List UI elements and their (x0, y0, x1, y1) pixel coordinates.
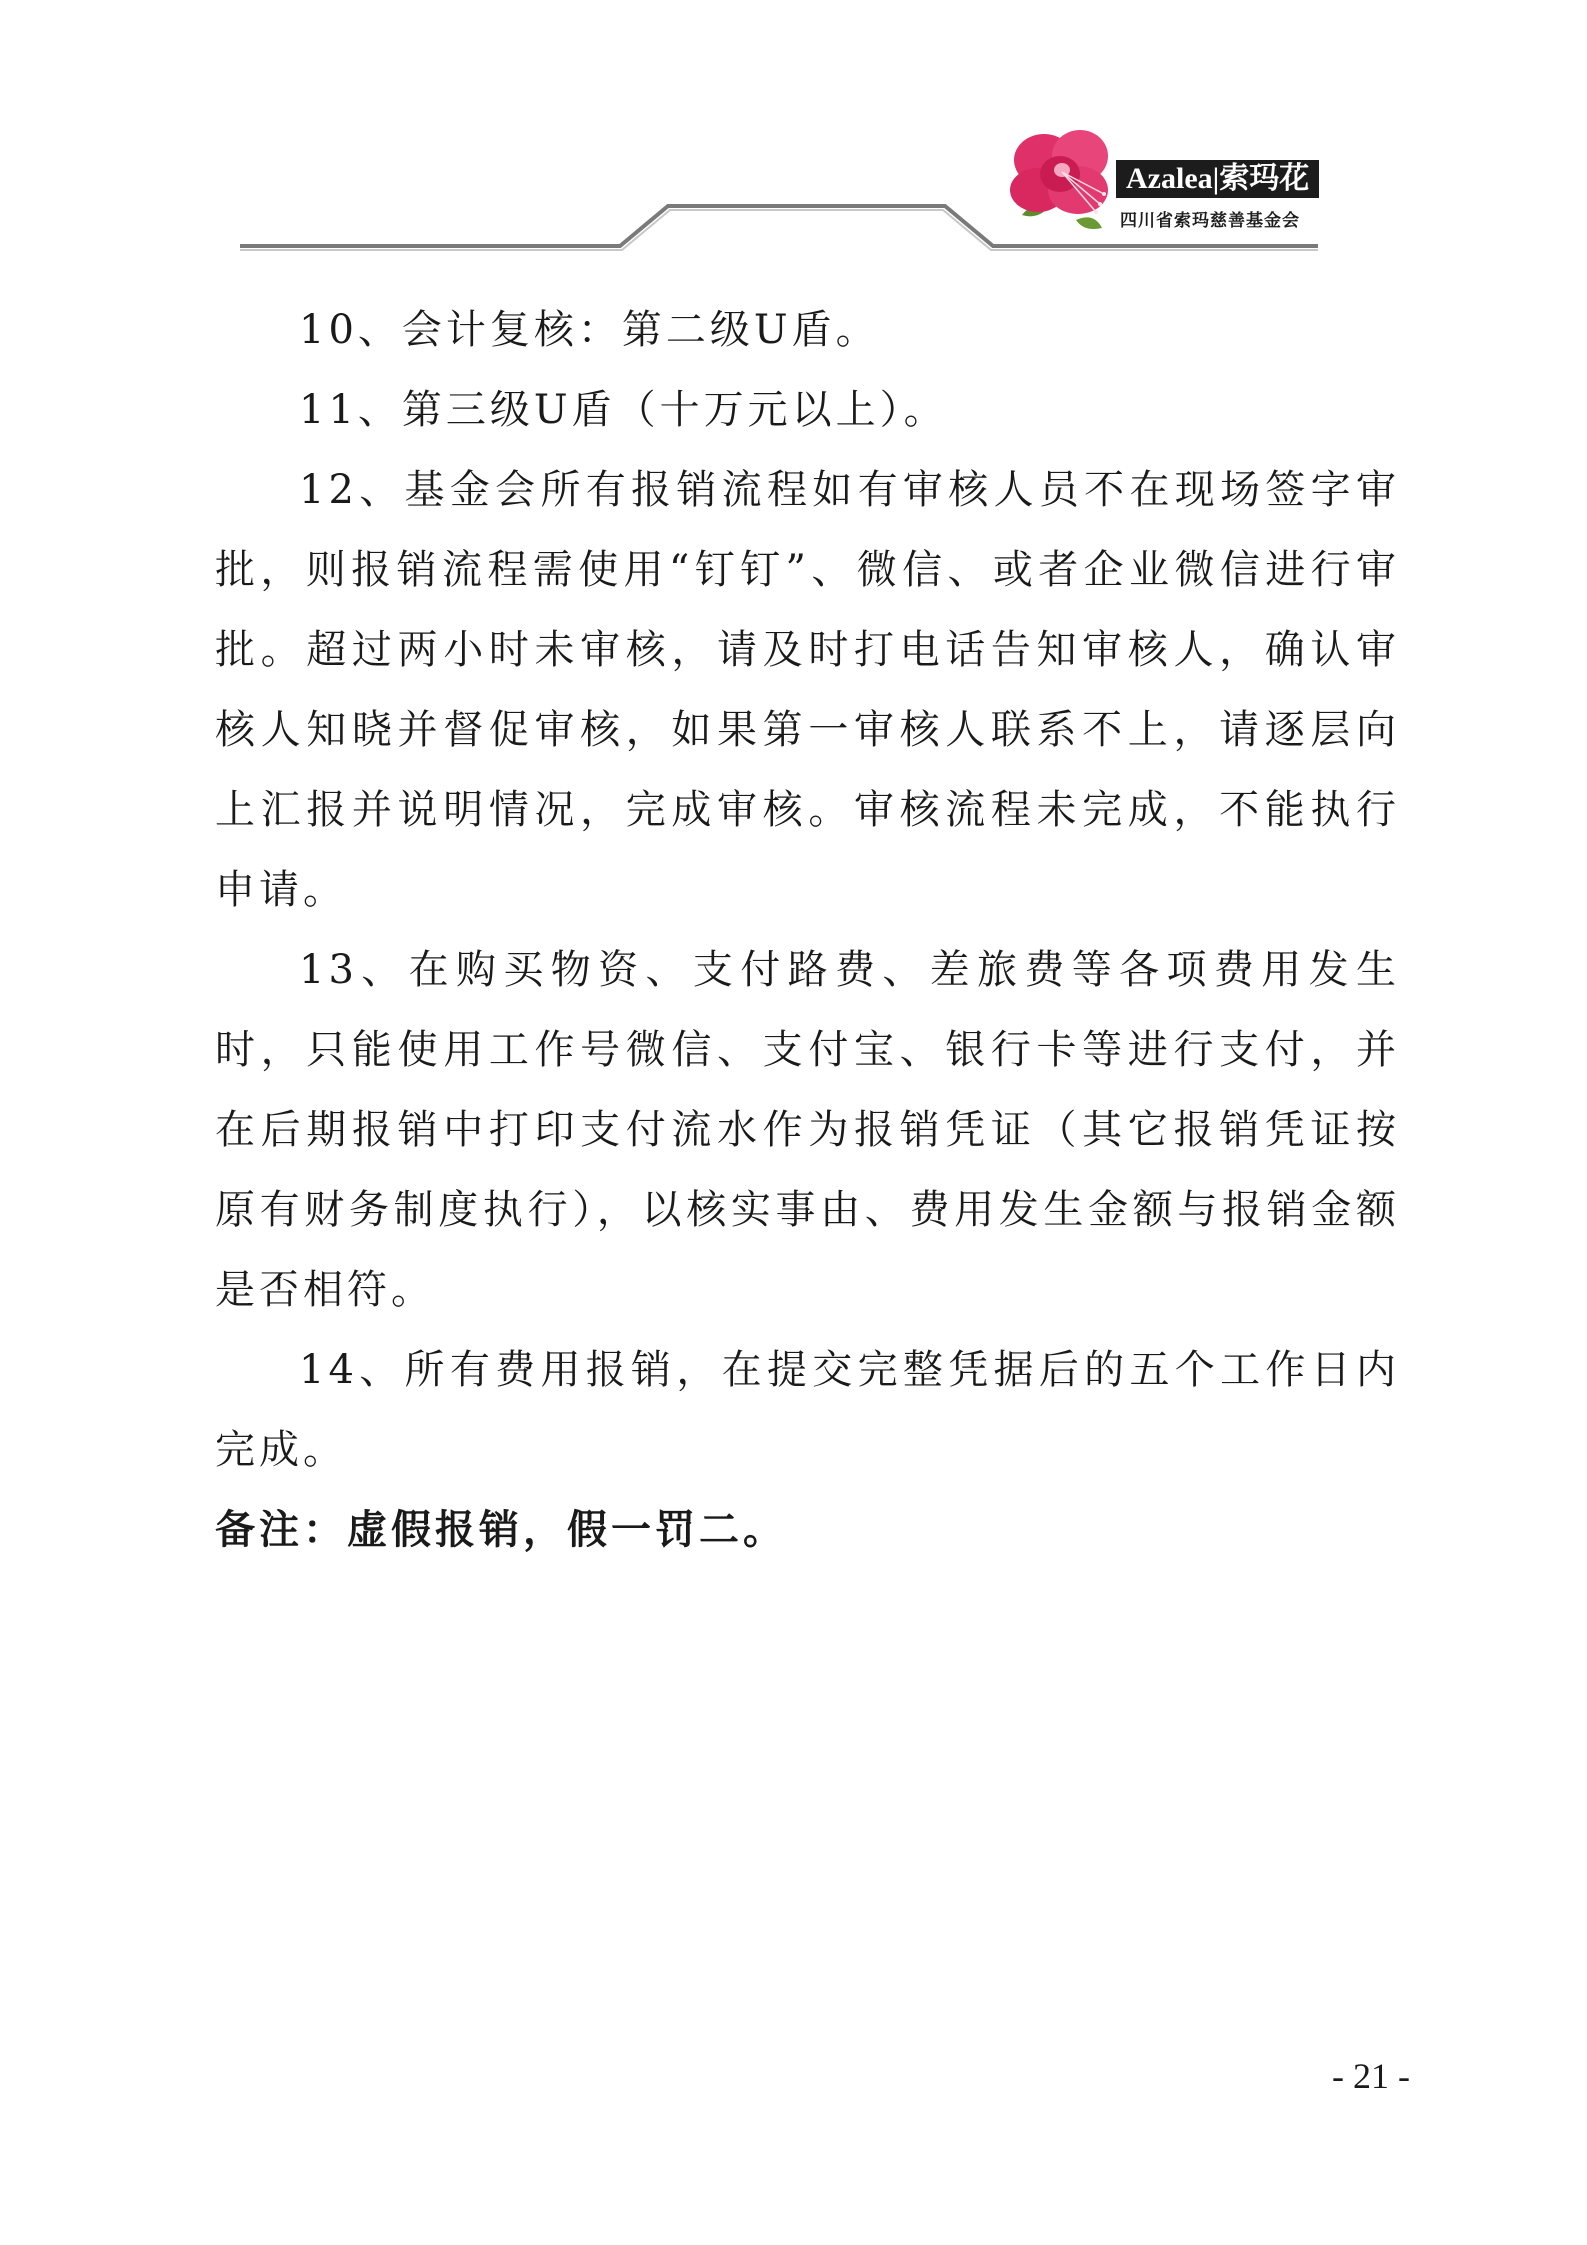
page-number: - 21 - (1332, 2056, 1410, 2096)
paragraph-13: 13、在购买物资、支付路费、差旅费等各项费用发生时，只能使用工作号微信、支付宝、银行卡等进行支付，并在后期报销中打印支付流水作为报销凭证（其它报销凭证按原有财务制度执行），以核实事由、费用发生金额与报销金额是否相符。 (215, 947, 1400, 1313)
paragraph-11: 11、第三级U盾（十万元以上）。 (299, 387, 948, 433)
document-body (215, 290, 1400, 1570)
page-header (0, 0, 1587, 260)
paragraph-14: 14、所有费用报销，在提交完整凭据后的五个工作日内完成。 (215, 1347, 1400, 1473)
paragraph-12: 12、基金会所有报销流程如有审核人员不在现场签字审批，则报销流程需使用“钉钉”、微信、或者企业微信进行审批。超过两小时未审核，请及时打电话告知审核人，确认审核人知晓并督促审核，如果第一审核人联系不上，请逐层向上汇报并说明情况，完成审核。审核流程未完成，不能执行申请。 (215, 467, 1400, 913)
header-rule (0, 0, 1587, 260)
paragraph-10: 10、会计复核：第二级U盾。 (299, 307, 880, 353)
remark-note: 备注：虚假报销，假一罚二。 (215, 1506, 787, 1553)
logo-organization-name: 四川省索玛慈善基金会 (1120, 211, 1300, 231)
azalea-flower-icon (1004, 120, 1124, 240)
logo-wordmark: Azalea|索玛花 (1116, 160, 1319, 198)
foundation-logo (1004, 120, 1334, 240)
